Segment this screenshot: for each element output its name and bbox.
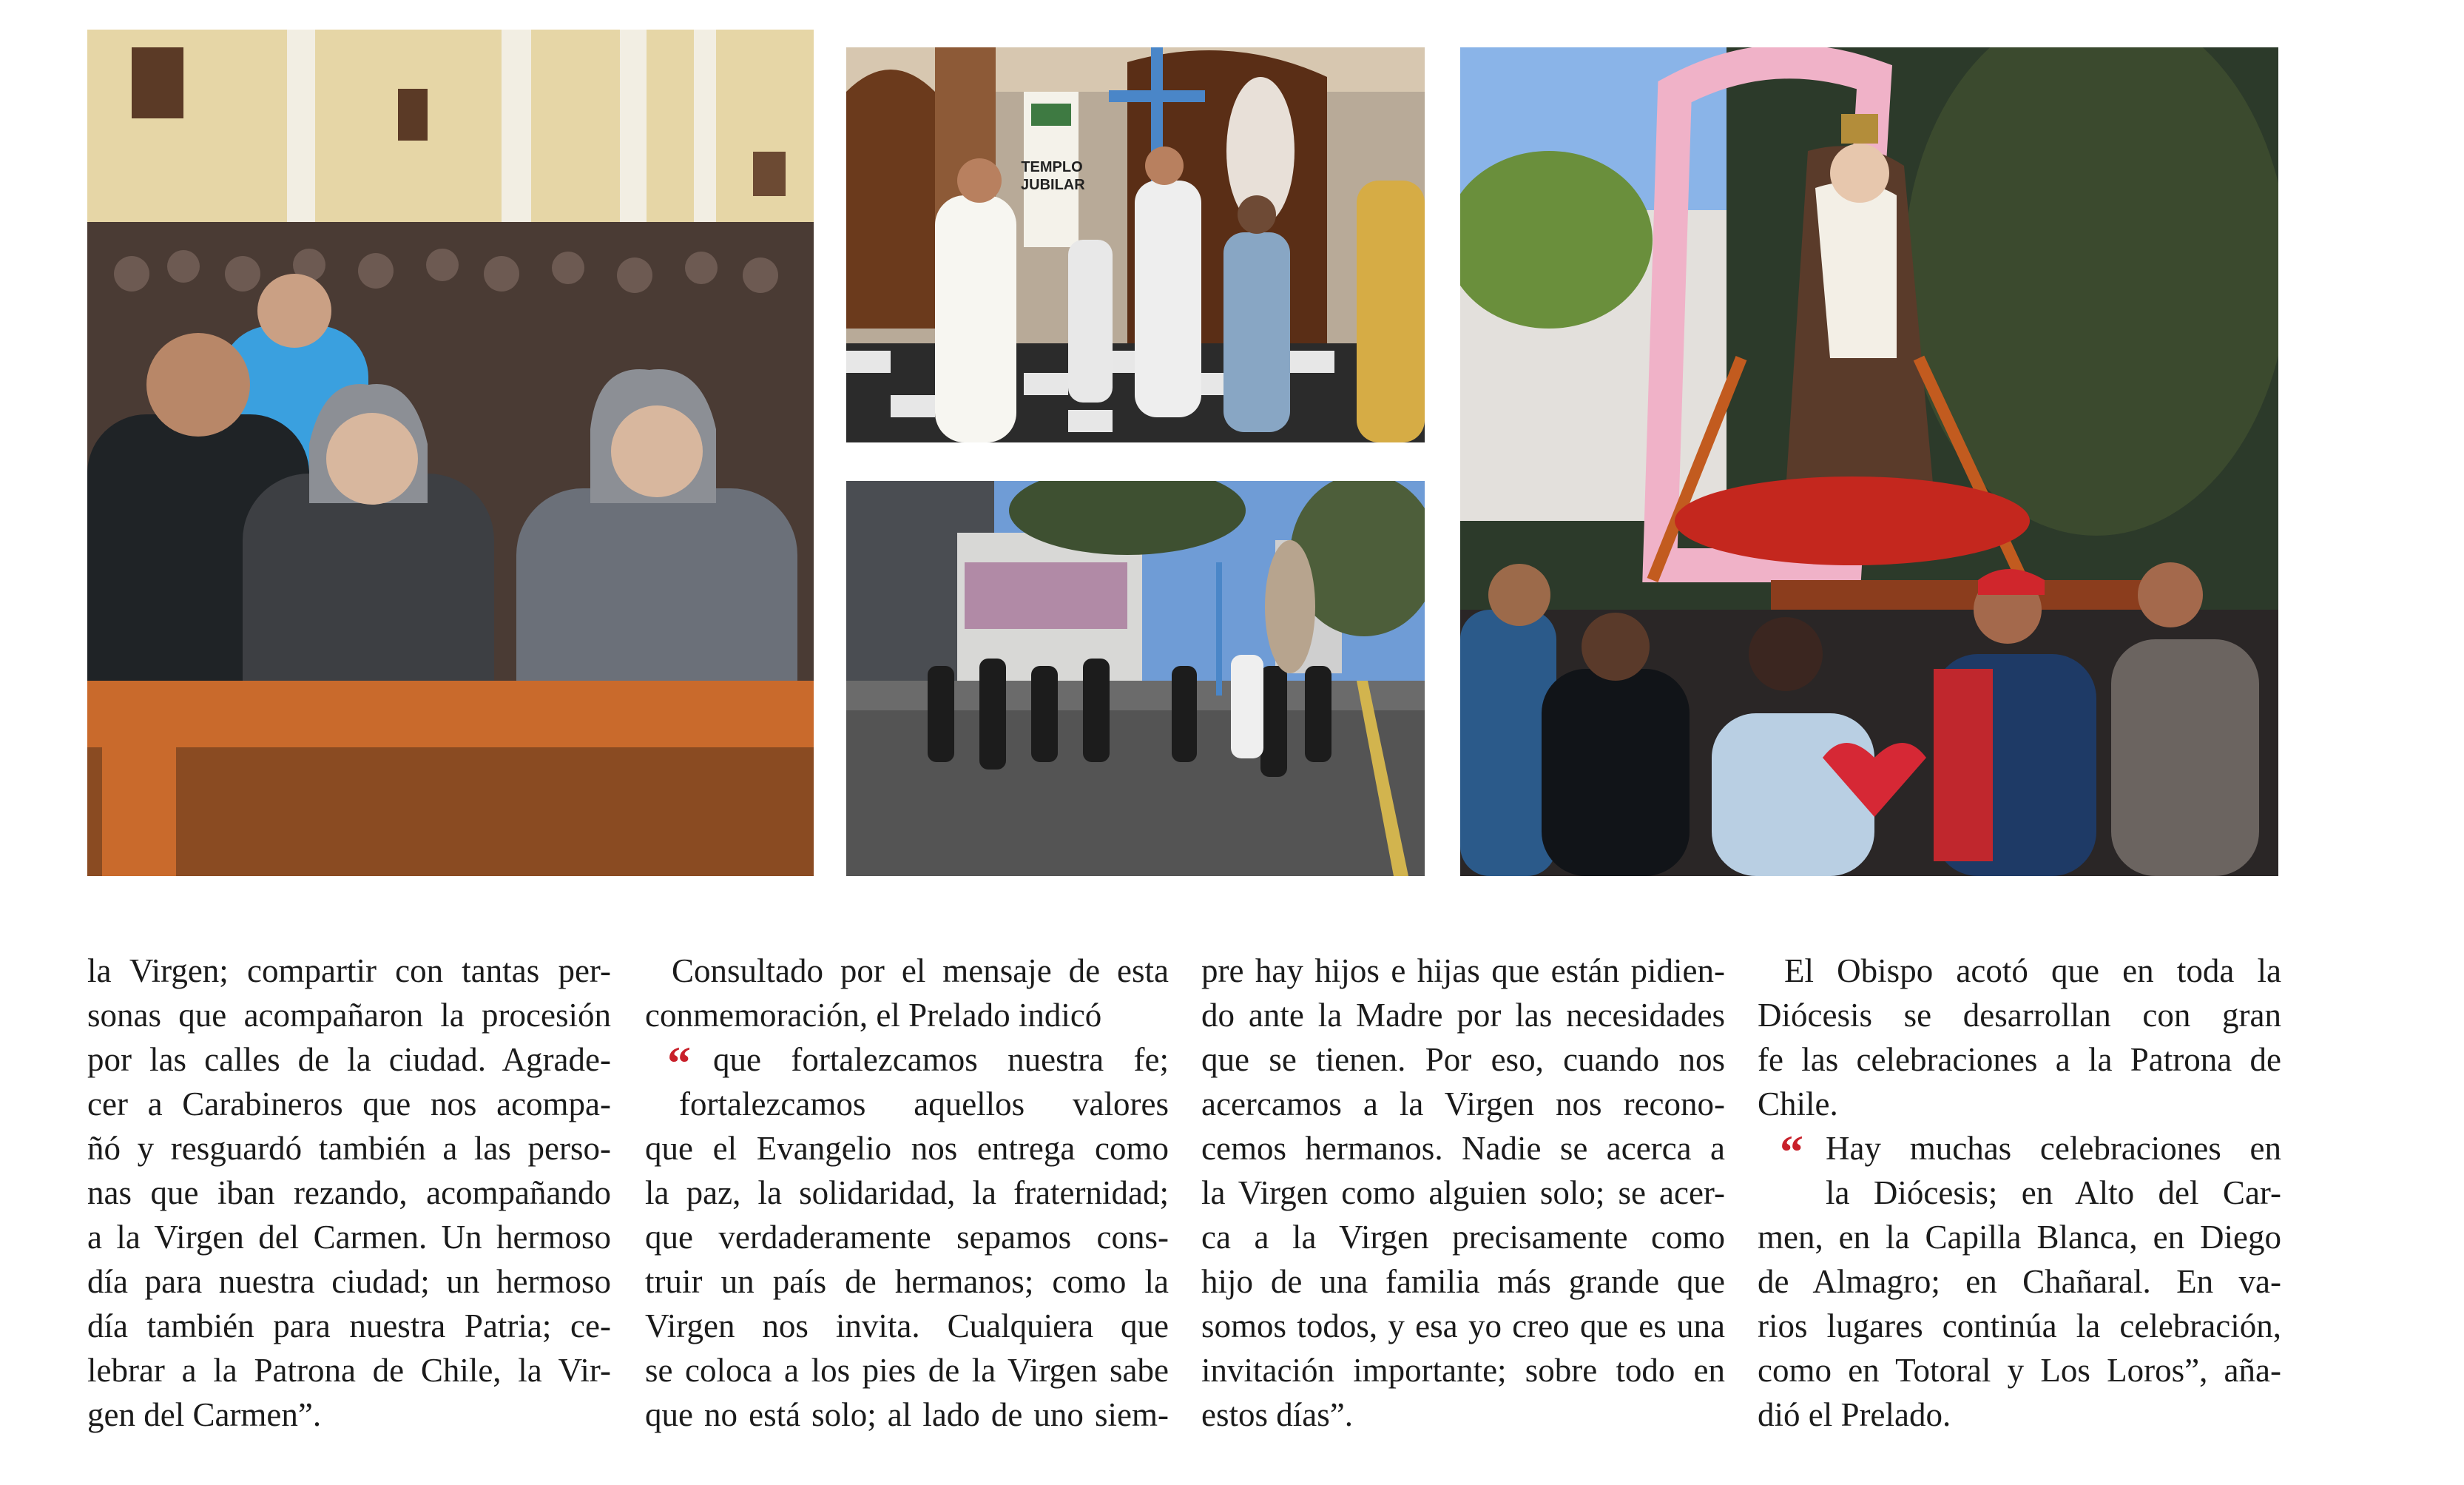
quote-line: la paz, la solidaridad, la fraternidad;: [645, 1174, 1169, 1211]
column-1-line: por las calles de la ciudad. Agrade-: [87, 1041, 611, 1078]
column-1-line: ñó y resguardó también a las perso-: [87, 1130, 611, 1167]
quote-line: rios lugares continúa la celebración,: [1758, 1307, 2281, 1344]
quote-line: men, en la Capilla Blanca, en Diego: [1758, 1219, 2281, 1256]
banner-line-1: TEMPLO: [1021, 159, 1083, 175]
quote-line: como en Totoral y Los Loros”, aña-: [1758, 1352, 2281, 1389]
bishop-quote: [645, 1037, 1169, 1437]
quote-line: truir un país de hermanos; como la: [645, 1263, 1169, 1300]
article-column-2: [645, 949, 1169, 1437]
column-4-intro-line: Diócesis se desarrollan con gran: [1758, 997, 2281, 1034]
column-1-line: cer a Carabineros que nos acompa-: [87, 1085, 611, 1122]
quote-mark-icon: “: [1780, 1125, 1803, 1178]
quote-line: que fortalezcamos nuestra fe;: [713, 1041, 1169, 1078]
column-3-line: estos días”.: [1201, 1396, 1353, 1433]
quote-line: que no está solo; al lado de uno siem-: [645, 1396, 1169, 1433]
quote-line: de Almagro; en Chañaral. En va-: [1758, 1263, 2281, 1300]
quote-mark-icon: “: [667, 1037, 691, 1089]
column-4-intro-line: El Obispo acotó que en toda la: [1784, 952, 2281, 989]
article-column-3: [1201, 949, 1725, 1437]
column-3-line: hijo de una familia más grande que: [1201, 1263, 1725, 1300]
article-column-1: [87, 949, 611, 1437]
column-3-line: pre hay hijos e hijas que están pidien-: [1201, 952, 1725, 989]
column-1-line: día también para nuestra Patria; ce-: [87, 1307, 611, 1344]
quote-line: Hay muchas celebraciones en: [1826, 1130, 2281, 1167]
article-column-4: [1758, 949, 2281, 1437]
street-procession-photo: [846, 481, 1425, 876]
church-interior-photo: [87, 30, 814, 876]
column-3-line: la Virgen como alguien solo; se acer-: [1201, 1174, 1725, 1211]
column-1-line: lebrar a la Patrona de Chile, la Vir-: [87, 1352, 611, 1389]
quote-line: que el Evangelio nos entrega como: [645, 1130, 1169, 1167]
column-4-intro-line: fe las celebraciones a la Patrona de: [1758, 1041, 2281, 1078]
column-1-line: gen del Carmen”.: [87, 1396, 322, 1433]
quote-line: la Diócesis; en Alto del Car-: [1826, 1174, 2281, 1211]
quote-line: fortalezcamos aquellos valores: [679, 1085, 1169, 1122]
column-3-line: que se tienen. Por eso, cuando nos: [1201, 1041, 1725, 1078]
column-1-line: sonas que acompañaron la procesión: [87, 997, 611, 1034]
column-3-line: cemos hermanos. Nadie se acerca a: [1201, 1130, 1725, 1167]
quote-line: que verdaderamente sepamos cons-: [645, 1219, 1169, 1256]
bishop-quote-2: [1758, 1126, 2281, 1437]
column-3-line: do ante la Madre por las necesidades: [1201, 997, 1725, 1034]
virgin-float-photo: [1460, 47, 2278, 876]
jubilee-temple-photo: [846, 47, 1425, 442]
column-3-line: acercamos a la Virgen nos recono-: [1201, 1085, 1725, 1122]
column-1-line: la Virgen; compartir con tantas per-: [87, 952, 611, 989]
column-3-line: ca a la Virgen precisamente como: [1201, 1219, 1725, 1256]
column-2-intro-line: conmemoración, el Prelado indicó: [645, 997, 1102, 1034]
column-3-line: invitación importante; sobre todo en: [1201, 1352, 1725, 1389]
banner-line-2: JUBILAR: [1021, 177, 1085, 193]
column-1-line: día para nuestra ciudad; un hermoso: [87, 1263, 611, 1300]
column-4-intro-line: Chile.: [1758, 1085, 1838, 1122]
quote-line: dió el Prelado.: [1758, 1396, 1951, 1433]
quote-line: Virgen nos invita. Cualquiera que: [645, 1307, 1169, 1344]
column-3-line: somos todos, y esa yo creo que es una: [1201, 1307, 1725, 1344]
column-1-line: nas que iban rezando, acompañando: [87, 1174, 611, 1211]
column-2-intro-line: Consultado por el mensaje de esta: [672, 952, 1169, 989]
column-1-line: a la Virgen del Carmen. Un hermoso: [87, 1219, 611, 1256]
quote-line: se coloca a los pies de la Virgen sabe: [645, 1352, 1169, 1389]
